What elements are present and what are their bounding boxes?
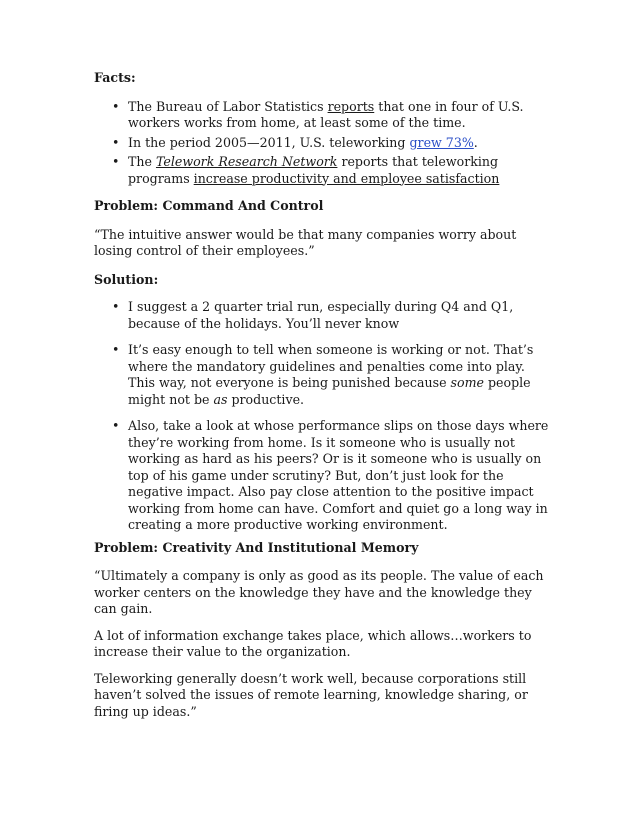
fact-text: that one in four of U.S. workers works from home, at least some of the time. <box>128 98 524 130</box>
problem-command-heading: Problem: Command And Control <box>94 198 324 213</box>
bullet-icon: • <box>112 98 120 114</box>
fact-text: The Bureau of Labor Statistics <box>128 98 328 114</box>
telework-research-network-link[interactable] <box>156 154 337 169</box>
document-page <box>94 70 554 720</box>
list-item <box>94 342 554 408</box>
list-item <box>94 299 554 332</box>
grew-73-link[interactable]: grew 73% <box>409 134 474 150</box>
increase-productivity-link[interactable]: increase productivity and employee satisfaction <box>193 170 500 186</box>
creativity-paragraph: A lot of information exchange takes place, which allows…workers to increase their value to the organization. <box>94 627 532 659</box>
bullet-icon: • <box>112 418 120 433</box>
emphasis-text: as <box>213 391 228 407</box>
bullet-icon: • <box>112 342 120 357</box>
reports-link[interactable]: reports <box>327 98 375 114</box>
fact-text: . <box>473 134 478 150</box>
list-item <box>94 135 554 152</box>
list-item <box>94 418 554 534</box>
fact-text: reports that teleworking programs <box>128 154 499 186</box>
list-item <box>94 154 554 187</box>
problem-creativity-heading: Problem: Creativity And Institutional Memory <box>94 539 419 555</box>
solution-text: people might not be <box>128 375 531 407</box>
facts-list <box>94 99 554 188</box>
fact-text: The <box>128 154 156 169</box>
solution-text: I suggest a 2 quarter trial run, especially during Q4 and Q1, because of the holidays. You’ll never know <box>128 299 514 331</box>
solution-list <box>94 299 554 534</box>
solution-heading: Solution: <box>94 271 159 287</box>
facts-heading: Facts: <box>94 70 136 85</box>
bullet-icon: • <box>112 299 120 314</box>
list-item <box>94 99 554 132</box>
link-text: Telework Research Network <box>155 154 338 169</box>
fact-text: In the period 2005—2011, U.S. teleworking <box>128 134 410 150</box>
problem-command-quote: “The intuitive answer would be that many companies worry about losing control of their employees.” <box>94 226 517 258</box>
solution-text: It’s easy enough to tell when someone is working or not. That’s where the mandatory guidelines and penalties come into play. This way, not everyone is being punished because <box>128 342 534 390</box>
bullet-icon: • <box>112 134 120 150</box>
bullet-icon: • <box>112 154 120 169</box>
solution-text: Also, take a look at whose performance slips on those days where they’re working from home. Is it someone who is usually not working as hard as his peers? Or is it someone who is usually on top of his game under scrutiny? But, don’t just look for the negative impact. Also pay close attention to the positive impact working from home can have. Comfort and quiet go a long way in creating a more productive working environment. <box>128 418 549 532</box>
solution-text: productive. <box>227 391 305 407</box>
creativity-paragraph: “Ultimately a company is only as good as its people. The value of each worker centers on the knowledge they have and the knowledge they can gain. <box>94 568 544 616</box>
emphasis-text: some <box>450 375 484 390</box>
creativity-paragraph: Teleworking generally doesn’t work well, because corporations still haven’t solved the issues of remote learning, knowledge sharing, or firing up ideas.” <box>94 670 528 719</box>
